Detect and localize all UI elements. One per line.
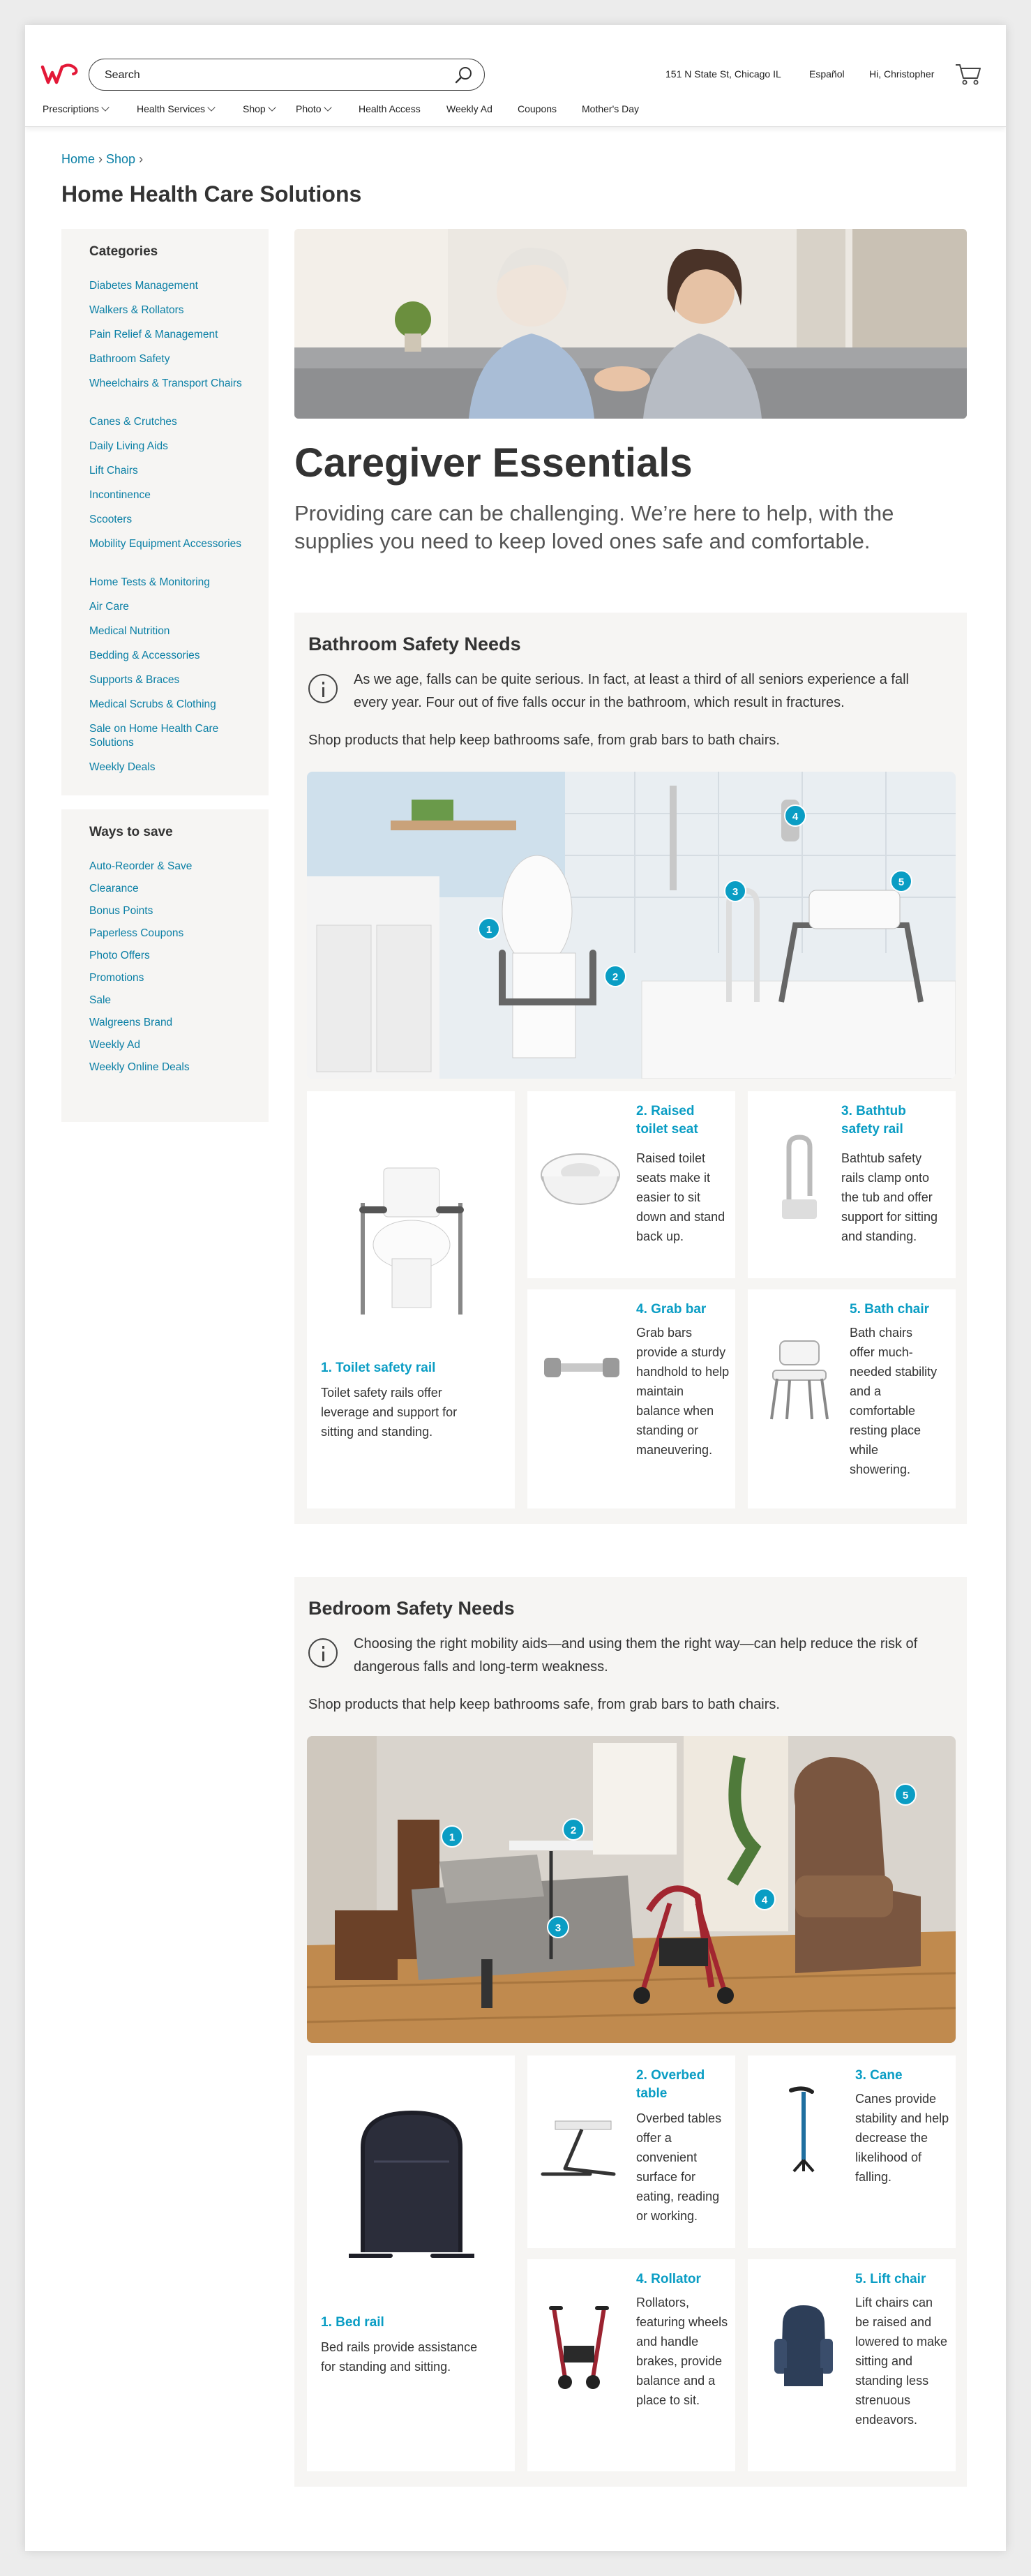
ways-link[interactable]: Walgreens Brand [89, 1017, 173, 1028]
section-note: As we age, falls can be quite serious. In fact, at least a third of all seniors experience a fall every year. Four out of five falls occur in the bathroom, which result in fractures. [354, 672, 909, 710]
bathroom-scene-image [307, 772, 956, 1079]
info-icon [308, 674, 338, 703]
product-desc: Bathtub safety rails clamp onto the tub and offer support for sitting and standing. [841, 1151, 938, 1243]
category-link[interactable]: Wheelchairs & Transport Chairs [89, 377, 242, 389]
section-shop-text: Shop products that help keep bathrooms safe, from grab bars to bath chairs. [308, 733, 780, 748]
hero-image [294, 229, 967, 419]
ways-link[interactable]: Promotions [89, 972, 144, 984]
bathtub-safety-rail-icon [778, 1133, 820, 1224]
product-desc: Bath chairs offer much-needed stability and a comfortable resting place while showering. [850, 1326, 938, 1476]
chevron-down-icon [268, 103, 276, 111]
category-link[interactable]: Daily Living Aids [89, 440, 168, 452]
product-title[interactable]: 2. Overbed table [636, 2068, 705, 2101]
walgreens-logo-icon[interactable] [40, 61, 80, 87]
bed-rail-icon [349, 2106, 474, 2266]
ways-link[interactable]: Weekly Online Deals [89, 1061, 190, 1073]
product-desc: Grab bars provide a sturdy handhold to help maintain balance when standing or maneuvering. [636, 1326, 730, 1457]
page-frame [25, 25, 1006, 2551]
breadcrumb-home[interactable]: Home [61, 152, 96, 166]
section-shop-text: Shop products that help keep bathrooms safe, from grab bars to bath chairs. [308, 1697, 780, 1712]
product-card[interactable] [527, 1091, 735, 1278]
hotspot-pin[interactable]: 5 [894, 1783, 917, 1806]
ways-link[interactable]: Photo Offers [89, 950, 150, 961]
product-title[interactable]: 1. Bed rail [321, 2315, 384, 2330]
product-card[interactable] [748, 2055, 956, 2248]
section-title: Bedroom Safety Needs [308, 1598, 515, 1619]
ways-to-save-title: Ways to save [89, 825, 173, 839]
nav-mothers-day[interactable]: Mother's Day [582, 103, 640, 114]
bathroom-section [294, 613, 967, 1524]
ways-link[interactable]: Paperless Coupons [89, 927, 184, 939]
product-card[interactable] [748, 1091, 956, 1278]
breadcrumb-shop[interactable]: Shop [106, 152, 136, 166]
category-link[interactable]: Home Tests & Monitoring [89, 576, 210, 588]
page-title: Home Health Care Solutions [61, 181, 362, 207]
category-link[interactable]: Bedding & Accessories [89, 650, 200, 661]
product-title[interactable]: 3. Cane [855, 2068, 903, 2083]
product-desc: Raised toilet seats make it easier to sit down and stand back up. [636, 1151, 725, 1243]
bath-chair-icon [765, 1338, 834, 1422]
language-link[interactable]: Español [809, 68, 845, 80]
hotspot-pin[interactable]: 2 [604, 965, 626, 987]
product-title[interactable]: 5. Bath chair [850, 1302, 930, 1317]
nav-label: Shop [243, 103, 266, 114]
product-desc: Canes provide stability and help decrease the likelihood of falling. [855, 2092, 949, 2184]
search-input[interactable]: Search [105, 69, 140, 81]
grab-bar-icon [541, 1352, 622, 1387]
category-link[interactable]: Walkers & Rollators [89, 304, 184, 316]
product-title[interactable]: 3. Bathtub safety rail [841, 1104, 906, 1137]
bedroom-scene-image [307, 1736, 956, 2043]
overbed-table-icon [537, 2118, 624, 2181]
section-title: Bathroom Safety Needs [308, 634, 521, 654]
ways-link[interactable]: Weekly Ad [89, 1039, 140, 1051]
bedroom-photo-icon [307, 1736, 956, 2043]
breadcrumb [61, 152, 146, 167]
lift-chair-icon [769, 2301, 838, 2392]
breadcrumb-separator: › [98, 152, 103, 166]
nav-health-services[interactable] [137, 103, 214, 114]
nav-prescriptions[interactable] [43, 103, 108, 114]
ways-link[interactable]: Auto-Reorder & Save [89, 860, 193, 872]
product-title[interactable]: 4. Grab bar [636, 1302, 707, 1317]
hero-lead: Providing care can be challenging. We’re here to help, with the supplies you need to keep loved ones safe and comfortable. [294, 501, 894, 553]
nav-health-access[interactable]: Health Access [359, 103, 421, 114]
hotspot-pin[interactable]: 5 [890, 870, 912, 892]
bathroom-photo-icon [307, 772, 956, 1079]
category-link[interactable]: Lift Chairs [89, 465, 138, 477]
product-desc: Toilet safety rails offer leverage and support for sitting and standing. [321, 1386, 458, 1439]
product-desc: Overbed tables offer a convenient surface for eating, reading or working. [636, 2111, 722, 2223]
chevron-down-icon [324, 103, 331, 111]
caregiver-photo-icon [294, 229, 967, 419]
product-card[interactable] [527, 1289, 735, 1508]
categories-panel [61, 229, 269, 795]
section-note: Choosing the right mobility aids—and using them the right way—can help reduce the risk of dangerous falls and long-term weakness. [354, 1636, 918, 1675]
product-card[interactable] [748, 1289, 956, 1508]
category-link[interactable]: Supports & Braces [89, 674, 180, 686]
nav-label: Health Services [137, 103, 206, 114]
nav-photo[interactable] [296, 103, 331, 114]
nav-coupons[interactable]: Coupons [518, 103, 557, 114]
hotspot-pin[interactable]: 3 [724, 880, 746, 902]
category-link[interactable]: Medical Nutrition [89, 625, 170, 637]
site-header [25, 25, 1006, 127]
product-title[interactable]: 4. Rollator [636, 2272, 701, 2286]
nav-label: Prescriptions [43, 103, 99, 114]
category-link[interactable]: Mobility Equipment Accessories [89, 538, 241, 550]
chevron-down-icon [101, 103, 109, 111]
nav-weekly-ad[interactable]: Weekly Ad [446, 103, 492, 114]
hotspot-pin[interactable]: 3 [547, 1916, 569, 1938]
product-card[interactable] [527, 2055, 735, 2248]
store-locator-link[interactable]: 151 N State St, Chicago IL [665, 68, 781, 80]
hero-title: Caregiver Essentials [294, 440, 693, 486]
category-link[interactable]: Sale on Home Health Care Solutions [89, 723, 219, 749]
breadcrumb-separator: › [139, 152, 144, 166]
product-card[interactable] [527, 2259, 735, 2471]
category-link[interactable]: Incontinence [89, 489, 151, 501]
search-icon[interactable] [453, 65, 474, 86]
product-desc: Bed rails provide assistance for standing and sitting. [321, 2340, 478, 2374]
product-desc: Rollators, featuring wheels and handle brakes, provide balance and a place to sit. [636, 2296, 728, 2407]
category-link[interactable]: Scooters [89, 514, 133, 525]
bedroom-section [294, 1577, 967, 2487]
category-link[interactable]: Weekly Deals [89, 761, 156, 773]
categories-title: Categories [89, 244, 158, 259]
hotspot-pin[interactable]: 2 [562, 1818, 585, 1841]
ways-link[interactable]: Clearance [89, 883, 139, 894]
product-title[interactable]: 5. Lift chair [855, 2272, 926, 2286]
rollator-icon [544, 2301, 614, 2392]
nav-shop[interactable] [243, 103, 275, 114]
cart-icon[interactable] [954, 61, 982, 87]
nav-label: Photo [296, 103, 322, 114]
category-link[interactable]: Air Care [89, 601, 129, 613]
category-link[interactable]: Bathroom Safety [89, 353, 170, 365]
product-card[interactable] [748, 2259, 956, 2471]
hotspot-pin[interactable]: 4 [753, 1888, 776, 1910]
search-box[interactable] [89, 59, 485, 91]
cane-icon [784, 2083, 823, 2174]
product-title[interactable]: 2. Raised toilet seat [636, 1104, 698, 1137]
category-link[interactable]: Canes & Crutches [89, 416, 177, 428]
product-title[interactable]: 1. Toilet safety rail [321, 1361, 436, 1375]
category-link[interactable]: Pain Relief & Management [89, 329, 218, 340]
hotspot-pin[interactable]: 4 [784, 804, 806, 827]
product-card[interactable] [307, 1091, 515, 1508]
info-icon [308, 1638, 338, 1668]
hotspot-pin[interactable]: 1 [441, 1825, 463, 1848]
category-link[interactable]: Medical Scrubs & Clothing [89, 698, 216, 710]
product-card[interactable] [307, 2055, 515, 2471]
ways-link[interactable]: Sale [89, 994, 112, 1006]
raised-toilet-seat-icon [537, 1140, 624, 1217]
hotspot-pin[interactable]: 1 [478, 918, 500, 940]
toilet-safety-rail-icon [349, 1154, 474, 1321]
ways-to-save-panel [61, 809, 269, 1122]
product-desc: Lift chairs can be raised and lowered to make sitting and standing less strenuous endeavors. [855, 2296, 948, 2427]
account-greeting[interactable]: Hi, Christopher [869, 68, 935, 80]
chevron-down-icon [207, 103, 215, 111]
category-link[interactable]: Diabetes Management [89, 280, 198, 292]
ways-link[interactable]: Bonus Points [89, 905, 153, 917]
